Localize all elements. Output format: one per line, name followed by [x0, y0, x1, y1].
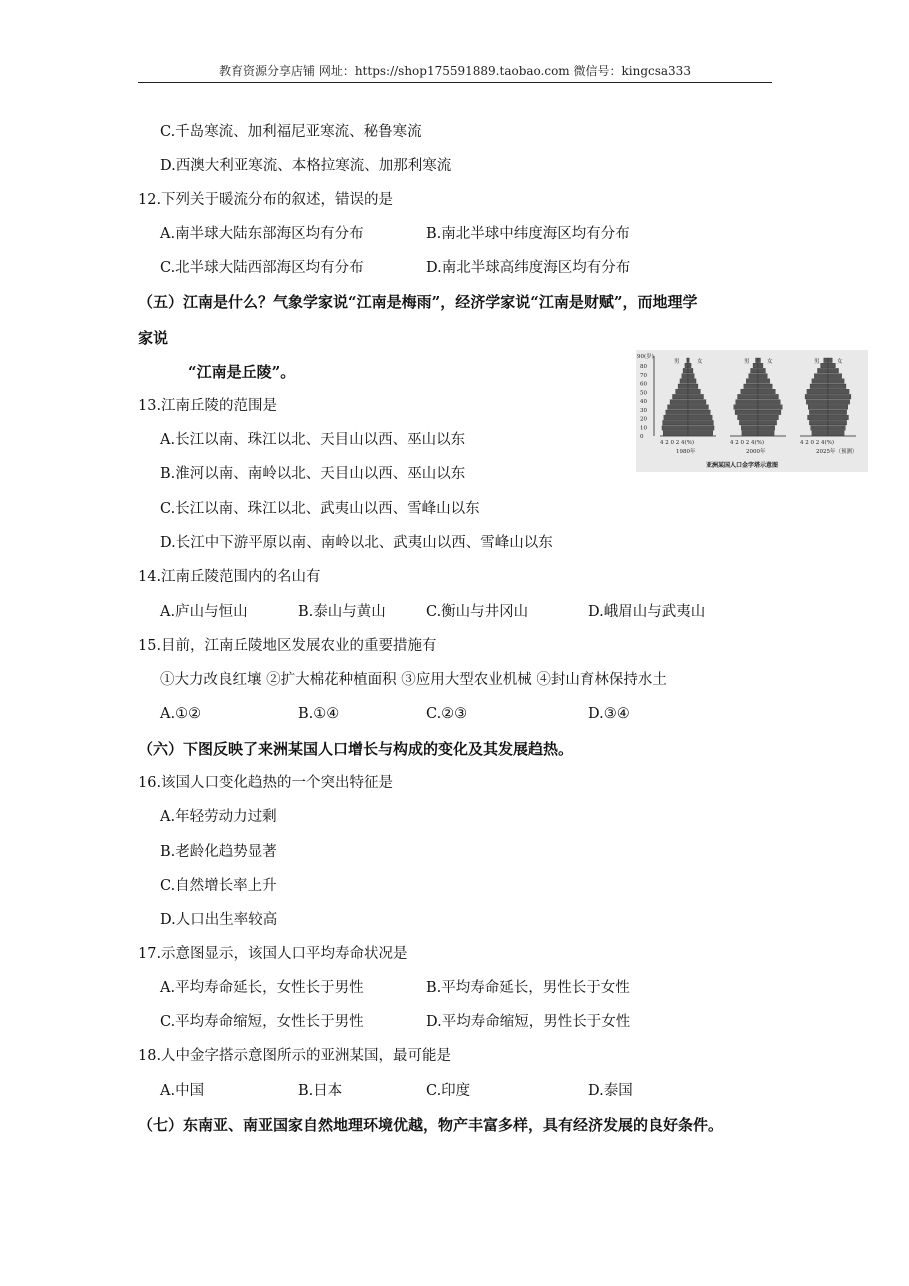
y-tick-label: 50 — [640, 390, 647, 397]
y-tick-label: 0 — [640, 434, 644, 440]
q12-option-a: A.南半球大陆东部海区均有分布 — [160, 226, 364, 242]
pyramid-bar-female — [758, 379, 770, 384]
label-female: 女 — [767, 359, 773, 365]
pyramid-bar-male — [810, 384, 828, 389]
pyramid-bar-male — [666, 410, 688, 415]
pyramid-bar-female — [828, 358, 832, 363]
pyramid-bar-female — [828, 431, 844, 436]
pyramid-bar-female — [758, 394, 778, 399]
pyramid-bar-male — [678, 384, 688, 389]
pyramid-year-label: 2000年 — [746, 449, 766, 455]
pyramid-bar-female — [758, 415, 778, 420]
label-female: 女 — [697, 359, 703, 365]
q13-option-c: C.长江以南、珠江以北、武夷山以西、雪峰山以东 — [160, 501, 480, 517]
q15-option-c: C.②③ — [426, 706, 468, 722]
y-axis-unit: 90(岁) — [637, 354, 654, 360]
pyramid-bar-female — [828, 394, 851, 399]
label-female: 女 — [837, 359, 843, 365]
pyramid-bar-male — [814, 374, 828, 379]
q16-option-c: C.自然增长率上升 — [160, 878, 277, 894]
pyramid-bar-male — [736, 400, 758, 405]
pyramid-bar-male — [808, 405, 828, 410]
q18-option-c: C.印度 — [426, 1083, 471, 1099]
pyramid-bar-male — [805, 394, 828, 399]
pyramid-bar-female — [828, 415, 848, 420]
pyramid-bar-female — [688, 405, 708, 410]
pyramid-bar-male — [687, 358, 688, 363]
section-5-heading-quote: “江南是丘陵”。 — [188, 363, 296, 381]
pyramid-bar-male — [663, 431, 688, 436]
population-pyramid-chart — [636, 350, 868, 472]
section-5-heading-cont: 家说 — [138, 329, 169, 347]
q14-stem: 14.江南丘陵范围内的名山有 — [138, 569, 321, 585]
population-pyramid-figure — [636, 350, 868, 472]
pyramid-bar-female — [758, 368, 765, 373]
pyramid-bar-male — [685, 363, 688, 368]
pyramid-bar-male — [738, 415, 758, 420]
q17-option-b: B.平均寿命延长，男性长于女性 — [426, 980, 630, 996]
pyramid-bar-female — [688, 374, 694, 379]
label-male: 男 — [744, 359, 750, 365]
x-tick-labels: 4 2 0 2 4(%) — [800, 440, 835, 446]
pyramid-bar-male — [744, 384, 758, 389]
pyramid-bar-female — [688, 379, 696, 384]
pyramid-bar-female — [758, 358, 760, 363]
pyramid-bar-female — [828, 400, 850, 405]
pyramid-bar-male — [673, 394, 689, 399]
q18-option-d: D.泰国 — [588, 1083, 633, 1099]
pyramid-bar-female — [688, 358, 689, 363]
pyramid-bar-female — [828, 363, 835, 368]
q17-option-d: D.平均寿命缩短，男性长于女性 — [426, 1014, 631, 1030]
q15-option-a: A.①② — [160, 706, 202, 722]
q13-option-a: A.长江以南、珠江以北、天目山以西、巫山以东 — [160, 432, 466, 448]
pyramid-bar-male — [663, 420, 688, 425]
q12-stem: 12.下列关于暖流分布的叙述，错误的是 — [138, 192, 394, 208]
y-tick-label: 60 — [640, 381, 647, 388]
y-tick-label: 80 — [640, 364, 647, 370]
label-male: 男 — [814, 359, 820, 365]
pyramid-bar-male — [739, 420, 758, 425]
pyramid-bar-female — [828, 420, 847, 425]
y-tick-label: 40 — [640, 399, 647, 405]
pyramid-bar-female — [688, 431, 713, 436]
pyramid-bar-female — [688, 384, 698, 389]
pyramid-bar-male — [812, 431, 828, 436]
q17-stem: 17.示意图显示，该国人口平均寿命状况是 — [138, 946, 408, 962]
q14-option-c: C.衡山与井冈山 — [426, 604, 529, 620]
pyramid-bar-male — [734, 405, 758, 410]
pyramid-bar-male — [738, 394, 758, 399]
pyramid-bar-female — [688, 394, 704, 399]
pyramid-bar-female — [828, 374, 842, 379]
y-tick-label: 20 — [640, 416, 647, 423]
pyramid-bar-female — [758, 405, 782, 410]
pyramid-year-label: 1980年 — [676, 449, 696, 455]
pyramid-bar-male — [821, 363, 828, 368]
pyramid-bar-male — [741, 426, 758, 431]
pyramid-bar-female — [758, 431, 774, 436]
pyramid-bar-male — [668, 405, 688, 410]
pyramid-bar-female — [758, 389, 775, 394]
pyramid-bar-female — [688, 389, 700, 394]
pyramid-bar-male — [683, 368, 688, 373]
pyramid-bar-female — [758, 384, 772, 389]
q17-option-a: A.平均寿命延长，女性长于男性 — [160, 980, 364, 996]
pyramid-bar-male — [807, 389, 828, 394]
section-6-heading: （六）下图反映了来洲某国人口增长与构成的变化及其发展趋热。 — [138, 740, 574, 758]
pyramid-bar-male — [735, 410, 758, 415]
pyramid-bar-female — [758, 426, 775, 431]
pyramid-bar-female — [828, 405, 848, 410]
figure-caption: 亚洲某国人口金字塔示意图 — [706, 462, 779, 469]
pyramid-bar-male — [741, 389, 758, 394]
q12-option-c: C.北半球大陆西部海区均有分布 — [160, 260, 364, 276]
q16-option-d: D.人口出生率较高 — [160, 912, 278, 928]
pyramid-bar-female — [688, 368, 693, 373]
pyramid-bar-female — [828, 410, 847, 415]
x-tick-labels: 4 2 0 2 4(%) — [660, 440, 695, 446]
pyramid-bar-female — [688, 426, 714, 431]
section-5-heading: （五）江南是什么？气象学家说“江南是梅雨”，经济学家说“江南是财赋”，而地理学 — [138, 293, 698, 311]
pyramid-bar-female — [758, 400, 780, 405]
pyramid-bar-female — [828, 379, 844, 384]
q12-option-d: D.南北半球高纬度海区均有分布 — [426, 260, 631, 276]
pyramid-bar-male — [806, 400, 828, 405]
pyramid-bar-male — [817, 368, 828, 373]
pyramid-bar-male — [824, 358, 828, 363]
pyramid-bar-male — [749, 374, 758, 379]
q14-option-d: D.峨眉山与武夷山 — [588, 604, 706, 620]
pyramid-bar-male — [751, 368, 758, 373]
pyramid-bar-male — [812, 379, 828, 384]
pyramid-bar-female — [828, 384, 846, 389]
q11-option-d: D.西澳大利亚寒流、本格拉寒流、加那利寒流 — [160, 158, 452, 174]
q18-option-a: A.中国 — [160, 1083, 205, 1099]
pyramid-bar-female — [828, 368, 839, 373]
q16-option-b: B.老龄化趋势显著 — [160, 844, 277, 860]
q15-option-b: B.①④ — [298, 706, 340, 722]
q14-option-b: B.泰山与黄山 — [298, 604, 386, 620]
pyramid-bar-female — [758, 363, 763, 368]
q15-items: ①大力改良红壤 ②扩大棉花种植面积 ③应用大型农业机械 ④封山育林保持水土 — [160, 672, 667, 688]
pyramid-bar-male — [676, 389, 688, 394]
label-male: 男 — [674, 359, 680, 365]
pyramid-bar-female — [688, 420, 713, 425]
pyramid-bar-female — [688, 363, 691, 368]
section-7-heading: （七）东南亚、南亚国家自然地理环境优越，物产丰富多样，具有经济发展的良好条件。 — [138, 1116, 724, 1134]
pyramid-bar-male — [742, 431, 758, 436]
pyramid-bar-male — [662, 426, 688, 431]
pyramid-bar-male — [670, 400, 688, 405]
q17-option-c: C.平均寿命缩短，女性长于男性 — [160, 1014, 364, 1030]
pyramid-bar-male — [811, 426, 828, 431]
q18-option-b: B.日本 — [298, 1083, 343, 1099]
q13-option-b: B.淮河以南、南岭以北、天目山以西、巫山以东 — [160, 466, 466, 482]
q16-option-a: A.年轻劳动力过剩 — [160, 809, 277, 825]
page-header: 教育资源分享店铺 网址：https://shop175591889.taobao.com 微信号：kingcsa333 — [138, 62, 772, 83]
pyramid-year-label: 2025年（预测） — [816, 449, 858, 455]
q12-option-b: B.南北半球中纬度海区均有分布 — [426, 226, 630, 242]
pyramid-bar-female — [828, 426, 845, 431]
y-tick-label: 30 — [640, 407, 647, 414]
pyramid-bar-female — [688, 410, 710, 415]
q16-stem: 16.该国人口变化趋热的一个突出特征是 — [138, 775, 394, 791]
q13-stem: 13.江南丘陵的范围是 — [138, 398, 278, 414]
pyramid-bar-male — [753, 363, 758, 368]
q15-option-d: D.③④ — [588, 706, 630, 722]
pyramid-bar-female — [758, 420, 777, 425]
pyramid-bar-male — [682, 374, 688, 379]
pyramid-bar-male — [809, 410, 828, 415]
pyramid-bar-male — [746, 379, 758, 384]
pyramid-bar-female — [688, 415, 712, 420]
pyramid-bar-male — [808, 415, 828, 420]
pyramid-bar-male — [809, 420, 828, 425]
pyramid-bar-female — [758, 374, 767, 379]
pyramid-bar-female — [828, 389, 849, 394]
pyramid-bar-female — [758, 410, 781, 415]
pyramid-bar-female — [688, 400, 706, 405]
pyramid-bar-male — [680, 379, 688, 384]
x-tick-labels: 4 2 0 2 4(%) — [730, 440, 765, 446]
pyramid-bar-male — [664, 415, 688, 420]
pyramid-bar-male — [756, 358, 758, 363]
q15-stem: 15.目前，江南丘陵地区发展农业的重要措施有 — [138, 638, 437, 654]
q13-option-d: D.长江中下游平原以南、南岭以北、武夷山以西、雪峰山以东 — [160, 535, 553, 551]
q18-stem: 18.人中金字搭示意图所示的亚洲某国，最可能是 — [138, 1048, 452, 1064]
y-tick-label: 10 — [640, 425, 647, 432]
q14-option-a: A.庐山与恒山 — [160, 604, 248, 620]
y-tick-label: 70 — [640, 372, 647, 379]
q11-option-c: C.千岛寒流、加利福尼亚寒流、秘鲁寒流 — [160, 124, 422, 140]
